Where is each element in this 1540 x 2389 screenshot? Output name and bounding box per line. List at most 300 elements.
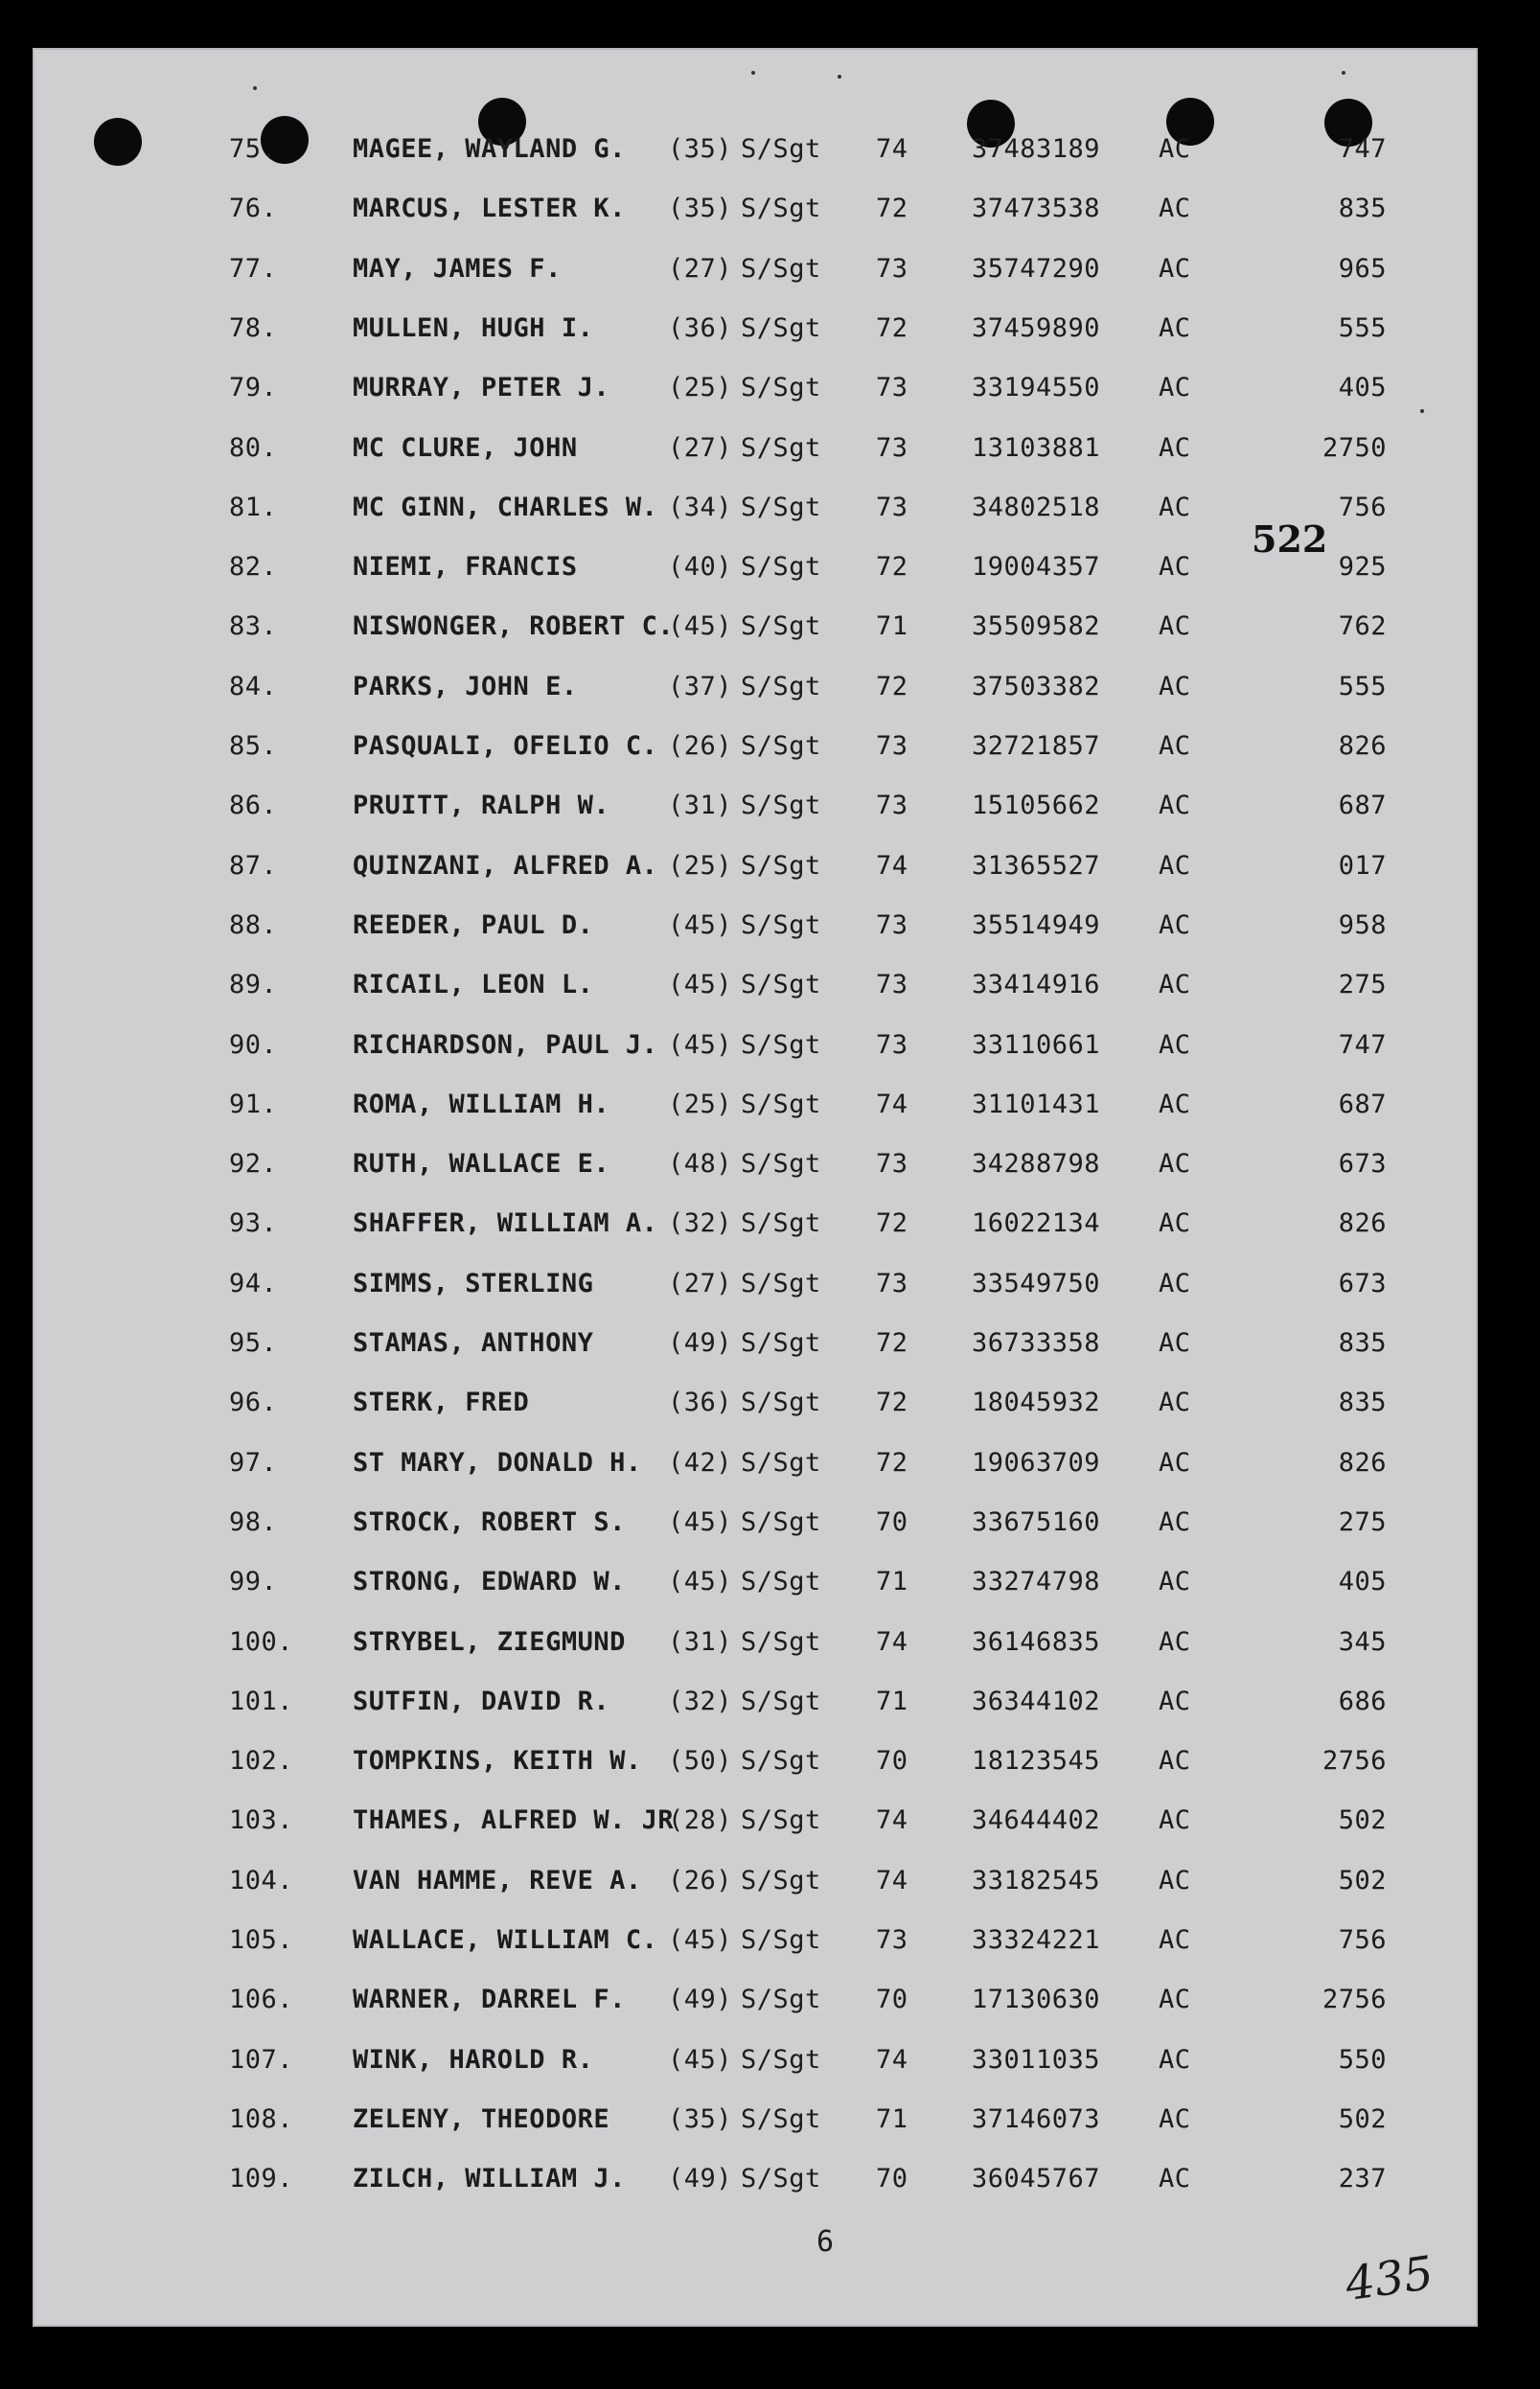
table-row [33,1145,1478,1183]
row-rank: S/Sgt [741,2164,821,2194]
row-number: 106. [229,1985,294,2015]
row-code: 72 [876,1447,908,1478]
row-value: 958 [1338,909,1387,940]
row-serial: 13103881 [972,432,1101,463]
row-type: AC [1159,909,1191,940]
row-serial: 34644402 [972,1805,1101,1836]
row-name: MC CLURE, JOHN [353,432,578,463]
table-row [33,668,1478,706]
row-serial: 33011035 [972,2044,1101,2075]
row-name: ZILCH, WILLIAM J. [353,2164,626,2194]
row-name: WARNER, DARREL F. [353,1985,626,2015]
row-serial: 33194550 [972,373,1101,403]
row-code: 71 [876,611,908,642]
row-name: RICHARDSON, PAUL J. [353,1029,658,1060]
row-type: AC [1159,1686,1191,1716]
row-code: 72 [876,552,908,583]
row-number: 85. [229,731,278,761]
row-rank: S/Sgt [741,611,821,642]
row-number: 88. [229,909,278,940]
row-code: 70 [876,2164,908,2194]
page-number: 6 [816,2225,835,2259]
table-row [33,1921,1478,1960]
row-value: 2750 [1322,432,1387,463]
row-value: 747 [1338,1029,1387,1060]
row-number: 108. [229,2103,294,2134]
row-age: (31) [668,1626,733,1657]
row-rank: S/Sgt [741,432,821,463]
row-number: 75. [229,134,278,164]
row-serial: 33274798 [972,1567,1101,1597]
row-rank: S/Sgt [741,1447,821,1478]
row-type: AC [1159,2044,1191,2075]
row-rank: S/Sgt [741,970,821,1000]
row-number: 104. [229,1865,294,1895]
row-age: (26) [668,1865,733,1895]
row-value: 502 [1338,2103,1387,2134]
row-rank: S/Sgt [741,552,821,583]
row-rank: S/Sgt [741,1149,821,1180]
row-number: 83. [229,611,278,642]
row-age: (36) [668,1388,733,1418]
row-rank: S/Sgt [741,1208,821,1239]
row-number: 105. [229,1925,294,1955]
row-rank: S/Sgt [741,1567,821,1597]
row-type: AC [1159,1029,1191,1060]
row-rank: S/Sgt [741,253,821,284]
row-rank: S/Sgt [741,134,821,164]
row-age: (28) [668,1805,733,1836]
table-row [33,1265,1478,1303]
row-rank: S/Sgt [741,1985,821,2015]
row-serial: 19063709 [972,1447,1101,1478]
row-name: ROMA, WILLIAM H. [353,1089,610,1119]
speck [838,75,841,79]
row-code: 73 [876,1029,908,1060]
row-name: SHAFFER, WILLIAM A. [353,1208,658,1239]
row-number: 84. [229,671,278,701]
row-name: WINK, HAROLD R. [353,2044,594,2075]
row-rank: S/Sgt [741,373,821,403]
row-age: (42) [668,1447,733,1478]
row-code: 72 [876,671,908,701]
row-number: 86. [229,791,278,821]
row-serial: 18045932 [972,1388,1101,1418]
row-value: 345 [1338,1626,1387,1657]
row-age: (45) [668,1506,733,1537]
row-code: 70 [876,1985,908,2015]
row-number: 79. [229,373,278,403]
row-value: 965 [1338,253,1387,284]
row-serial: 37483189 [972,134,1101,164]
row-value: 405 [1338,373,1387,403]
row-number: 78. [229,312,278,343]
row-name: MAGEE, WAYLAND G. [353,134,626,164]
table-row [33,608,1478,646]
table-row [33,250,1478,288]
row-code: 73 [876,731,908,761]
row-age: (35) [668,194,733,224]
row-name: MC GINN, CHARLES W. [353,492,658,522]
row-type: AC [1159,1567,1191,1597]
row-code: 74 [876,2044,908,2075]
row-code: 74 [876,134,908,164]
row-age: (27) [668,1268,733,1298]
table-row [33,1324,1478,1363]
row-code: 74 [876,850,908,881]
row-value: 756 [1338,1925,1387,1955]
row-age: (45) [668,1925,733,1955]
row-value: 275 [1338,970,1387,1000]
row-type: AC [1159,731,1191,761]
row-name: NIEMI, FRANCIS [353,552,578,583]
row-age: (37) [668,671,733,701]
row-serial: 32721857 [972,731,1101,761]
row-number: 103. [229,1805,294,1836]
row-value: 2756 [1322,1985,1387,2015]
row-age: (35) [668,134,733,164]
row-name: PRUITT, RALPH W. [353,791,610,821]
row-value: 925 [1338,552,1387,583]
table-row [33,2101,1478,2139]
row-serial: 36045767 [972,2164,1101,2194]
row-rank: S/Sgt [741,671,821,701]
row-number: 92. [229,1149,278,1180]
row-value: 826 [1338,1447,1387,1478]
speck [751,71,755,75]
table-row [33,1384,1478,1422]
table-row [33,1802,1478,1840]
row-code: 72 [876,312,908,343]
row-name: NISWONGER, ROBERT C. [353,611,675,642]
row-code: 72 [876,1208,908,1239]
row-number: 82. [229,552,278,583]
row-rank: S/Sgt [741,850,821,881]
row-code: 73 [876,791,908,821]
row-age: (27) [668,253,733,284]
row-type: AC [1159,492,1191,522]
table-row [33,190,1478,228]
row-value: 686 [1338,1686,1387,1716]
row-number: 91. [229,1089,278,1119]
row-number: 94. [229,1268,278,1298]
table-row [33,1444,1478,1482]
row-value: 826 [1338,731,1387,761]
table-row [33,1683,1478,1721]
row-number: 107. [229,2044,294,2075]
row-code: 71 [876,1567,908,1597]
speck [1342,71,1345,75]
table-row [33,1981,1478,2019]
table-row [33,966,1478,1004]
row-name: PASQUALI, OFELIO C. [353,731,658,761]
row-number: 76. [229,194,278,224]
row-name: TOMPKINS, KEITH W. [353,1746,642,1777]
row-serial: 31101431 [972,1089,1101,1119]
row-code: 73 [876,432,908,463]
table-row [33,787,1478,825]
row-type: AC [1159,671,1191,701]
row-serial: 33675160 [972,1506,1101,1537]
row-number: 109. [229,2164,294,2194]
row-code: 70 [876,1506,908,1537]
row-number: 101. [229,1686,294,1716]
row-age: (45) [668,611,733,642]
row-age: (34) [668,492,733,522]
row-age: (25) [668,1089,733,1119]
row-code: 73 [876,492,908,522]
row-value: 237 [1338,2164,1387,2194]
row-number: 81. [229,492,278,522]
row-age: (36) [668,312,733,343]
row-serial: 18123545 [972,1746,1101,1777]
row-rank: S/Sgt [741,1029,821,1060]
row-number: 80. [229,432,278,463]
row-code: 71 [876,1686,908,1716]
row-serial: 35747290 [972,253,1101,284]
stamp-number: 522 [1252,517,1328,561]
row-value: 835 [1338,1388,1387,1418]
row-value: 555 [1338,671,1387,701]
row-name: VAN HAMME, REVE A. [353,1865,642,1895]
row-serial: 33549750 [972,1268,1101,1298]
row-name: RUTH, WALLACE E. [353,1149,610,1180]
table-row [33,727,1478,766]
row-serial: 31365527 [972,850,1101,881]
row-name: MARCUS, LESTER K. [353,194,626,224]
row-rank: S/Sgt [741,194,821,224]
row-name: MULLEN, HUGH I. [353,312,594,343]
row-code: 73 [876,373,908,403]
row-rank: S/Sgt [741,791,821,821]
row-type: AC [1159,1208,1191,1239]
row-name: ZELENY, THEODORE [353,2103,610,2134]
row-rank: S/Sgt [741,1746,821,1777]
row-type: AC [1159,2164,1191,2194]
row-number: 93. [229,1208,278,1239]
row-age: (32) [668,1208,733,1239]
row-serial: 16022134 [972,1208,1101,1239]
document-page [33,48,1478,2327]
row-type: AC [1159,611,1191,642]
row-rank: S/Sgt [741,312,821,343]
table-row [33,907,1478,945]
row-code: 73 [876,970,908,1000]
row-type: AC [1159,850,1191,881]
row-code: 71 [876,2103,908,2134]
row-value: 673 [1338,1268,1387,1298]
row-code: 73 [876,1268,908,1298]
row-number: 96. [229,1388,278,1418]
row-rank: S/Sgt [741,1268,821,1298]
row-age: (49) [668,2164,733,2194]
row-value: 835 [1338,1328,1387,1358]
row-type: AC [1159,253,1191,284]
table-row [33,2041,1478,2079]
row-age: (25) [668,850,733,881]
row-value: 017 [1338,850,1387,881]
row-age: (49) [668,1985,733,2015]
row-value: 835 [1338,194,1387,224]
row-value: 762 [1338,611,1387,642]
row-age: (50) [668,1746,733,1777]
row-name: ST MARY, DONALD H. [353,1447,642,1478]
row-code: 74 [876,1089,908,1119]
row-serial: 33182545 [972,1865,1101,1895]
row-serial: 33324221 [972,1925,1101,1955]
row-type: AC [1159,1089,1191,1119]
row-name: MAY, JAMES F. [353,253,562,284]
row-serial: 15105662 [972,791,1101,821]
table-row [33,1086,1478,1124]
row-value: 687 [1338,1089,1387,1119]
row-type: AC [1159,1865,1191,1895]
row-serial: 37473538 [972,194,1101,224]
table-row [33,1504,1478,1542]
table-row [33,429,1478,468]
row-serial: 35509582 [972,611,1101,642]
row-value: 550 [1338,2044,1387,2075]
row-value: 502 [1338,1865,1387,1895]
row-number: 98. [229,1506,278,1537]
table-row [33,1026,1478,1065]
speck [253,86,257,90]
row-serial: 36344102 [972,1686,1101,1716]
row-age: (45) [668,1567,733,1597]
row-rank: S/Sgt [741,492,821,522]
row-type: AC [1159,1805,1191,1836]
row-value: 405 [1338,1567,1387,1597]
row-code: 73 [876,1149,908,1180]
row-name: SUTFIN, DAVID R. [353,1686,610,1716]
row-type: AC [1159,1506,1191,1537]
row-type: AC [1159,432,1191,463]
row-type: AC [1159,1149,1191,1180]
table-row [33,130,1478,169]
row-age: (25) [668,373,733,403]
row-type: AC [1159,1268,1191,1298]
row-serial: 36733358 [972,1328,1101,1358]
row-value: 502 [1338,1805,1387,1836]
row-serial: 33110661 [972,1029,1101,1060]
row-rank: S/Sgt [741,1805,821,1836]
row-rank: S/Sgt [741,731,821,761]
row-number: 77. [229,253,278,284]
row-serial: 36146835 [972,1626,1101,1657]
row-rank: S/Sgt [741,1328,821,1358]
row-name: QUINZANI, ALFRED A. [353,850,658,881]
row-type: AC [1159,1447,1191,1478]
row-serial: 37459890 [972,312,1101,343]
row-type: AC [1159,791,1191,821]
table-row [33,310,1478,348]
row-name: MURRAY, PETER J. [353,373,610,403]
row-age: (45) [668,2044,733,2075]
row-name: PARKS, JOHN E. [353,671,578,701]
row-name: REEDER, PAUL D. [353,909,594,940]
row-type: AC [1159,2103,1191,2134]
row-number: 95. [229,1328,278,1358]
row-number: 90. [229,1029,278,1060]
row-type: AC [1159,194,1191,224]
speck [1420,409,1424,413]
row-rank: S/Sgt [741,1865,821,1895]
row-rank: S/Sgt [741,909,821,940]
row-name: STERK, FRED [353,1388,530,1418]
table-row [33,2160,1478,2198]
row-serial: 19004357 [972,552,1101,583]
row-age: (27) [668,432,733,463]
row-name: STAMAS, ANTHONY [353,1328,594,1358]
table-row [33,1742,1478,1780]
table-row [33,1862,1478,1900]
row-type: AC [1159,1626,1191,1657]
row-name: STRONG, EDWARD W. [353,1567,626,1597]
row-age: (31) [668,791,733,821]
row-code: 73 [876,909,908,940]
row-name: STROCK, ROBERT S. [353,1506,626,1537]
row-value: 275 [1338,1506,1387,1537]
row-age: (48) [668,1149,733,1180]
row-type: AC [1159,373,1191,403]
row-rank: S/Sgt [741,1089,821,1119]
row-type: AC [1159,134,1191,164]
row-type: AC [1159,1746,1191,1777]
row-serial: 34288798 [972,1149,1101,1180]
row-code: 74 [876,1805,908,1836]
row-type: AC [1159,1985,1191,2015]
row-rank: S/Sgt [741,1686,821,1716]
row-type: AC [1159,552,1191,583]
table-row [33,1205,1478,1243]
row-name: RICAIL, LEON L. [353,970,594,1000]
row-serial: 33414916 [972,970,1101,1000]
row-rank: S/Sgt [741,2044,821,2075]
row-age: (45) [668,1029,733,1060]
handwritten-note: 435 [1342,2245,1437,2312]
row-serial: 37503382 [972,671,1101,701]
row-serial: 34802518 [972,492,1101,522]
row-age: (49) [668,1328,733,1358]
table-row [33,369,1478,407]
row-rank: S/Sgt [741,1388,821,1418]
row-value: 673 [1338,1149,1387,1180]
row-type: AC [1159,312,1191,343]
row-number: 100. [229,1626,294,1657]
row-type: AC [1159,1925,1191,1955]
row-value: 2756 [1322,1746,1387,1777]
row-code: 73 [876,253,908,284]
row-code: 73 [876,1925,908,1955]
row-type: AC [1159,970,1191,1000]
row-name: SIMMS, STERLING [353,1268,594,1298]
row-serial: 17130630 [972,1985,1101,2015]
row-rank: S/Sgt [741,1925,821,1955]
row-name: STRYBEL, ZIEGMUND [353,1626,626,1657]
row-name: WALLACE, WILLIAM C. [353,1925,658,1955]
row-value: 756 [1338,492,1387,522]
row-age: (26) [668,731,733,761]
row-serial: 37146073 [972,2103,1101,2134]
row-number: 99. [229,1567,278,1597]
row-age: (40) [668,552,733,583]
row-age: (45) [668,970,733,1000]
row-code: 74 [876,1865,908,1895]
row-rank: S/Sgt [741,1626,821,1657]
table-row [33,847,1478,885]
row-number: 87. [229,850,278,881]
row-number: 89. [229,970,278,1000]
